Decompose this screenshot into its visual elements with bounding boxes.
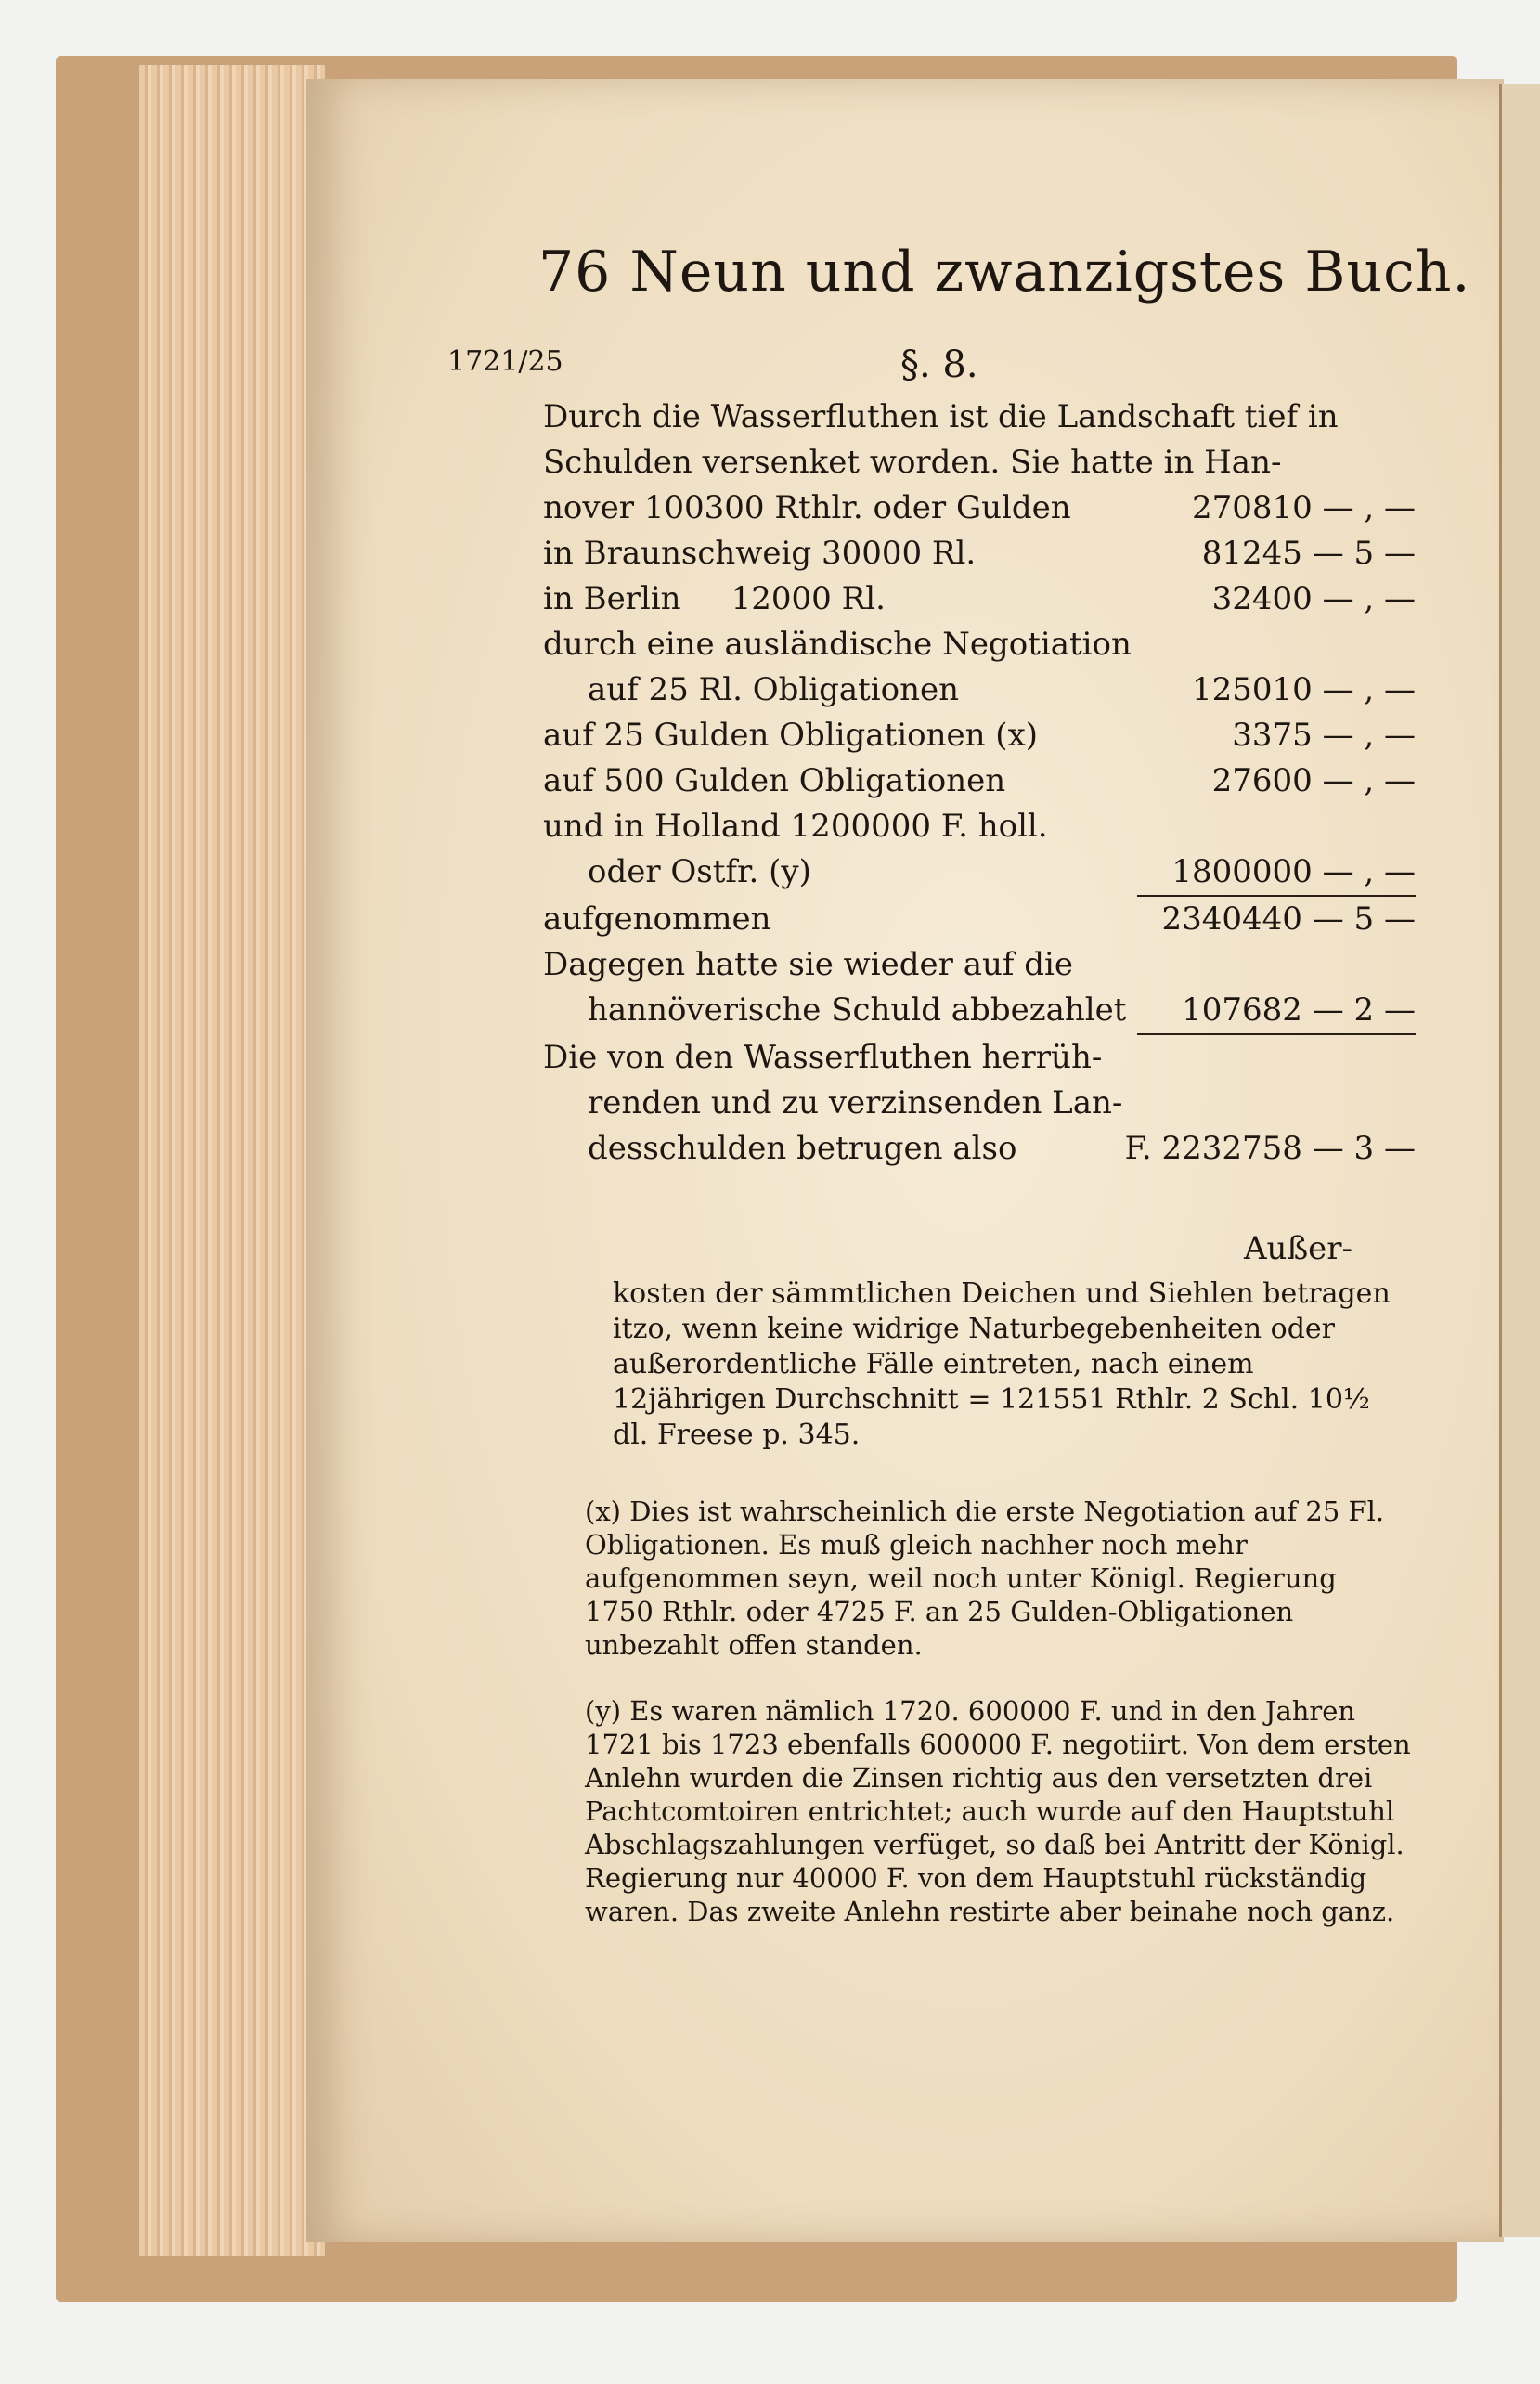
row-label: renden und zu verzinsenden Lan- bbox=[588, 1084, 1123, 1121]
ledger-row bbox=[543, 849, 1416, 897]
row-label: desschulden betrugen also bbox=[588, 1130, 1017, 1167]
intro-text: Durch die Wasserfluthen ist die Landschaft tief in Schulden versenket worden. Sie hatte in Han- bbox=[543, 398, 1339, 481]
row-label: aufgenommen bbox=[543, 900, 771, 938]
ledger-block bbox=[543, 395, 1416, 1172]
row-amount: 3375 — , — bbox=[1232, 717, 1416, 754]
row-amount: 107682 — 2 — bbox=[1137, 988, 1416, 1035]
ledger-row bbox=[543, 531, 1416, 577]
ledger-row bbox=[543, 667, 1416, 713]
ledger-row bbox=[543, 1035, 1416, 1081]
row-amount bbox=[1137, 622, 1416, 667]
row-amount: 81245 — 5 — bbox=[1201, 535, 1416, 572]
row-label: nover 100300 Rthlr. oder Gulden bbox=[543, 489, 1071, 526]
row-amount: F. 2232758 — 3 — bbox=[1124, 1130, 1416, 1167]
row-label: durch eine ausländische Negotiation bbox=[543, 626, 1132, 663]
row-amount: 32400 — , — bbox=[1211, 580, 1416, 617]
continuation-word: Außer- bbox=[1244, 1230, 1353, 1267]
row-amount bbox=[1137, 1035, 1416, 1081]
row-label: Die von den Wasserfluthen herrüh- bbox=[543, 1039, 1103, 1076]
row-amount: 125010 — , — bbox=[1191, 671, 1416, 708]
row-amount bbox=[1137, 942, 1416, 988]
row-amount bbox=[1137, 1081, 1416, 1126]
row-label: oder Ostfr. (y) bbox=[588, 853, 811, 890]
row-label: und in Holland 1200000 F. holl. bbox=[543, 808, 1048, 845]
page-header: 76 Neun und zwanzigstes Buch. bbox=[538, 240, 1471, 304]
row-label: auf 500 Gulden Obligationen bbox=[543, 762, 1006, 799]
row-label: auf 25 Gulden Obligationen (x) bbox=[543, 717, 1039, 754]
ledger-row bbox=[543, 942, 1416, 988]
ledger-row bbox=[543, 988, 1416, 1035]
ledger-row bbox=[543, 486, 1416, 531]
ledger-row bbox=[543, 577, 1416, 622]
body-paragraph: kosten der sämmtlichen Deichen und Siehlen betragen itzo, wenn keine widrige Naturbegebenheiten oder außerordentliche Fälle eintreten, nach einem 12jährigen Durchschnitt = 121551 Rthlr. 2 Schl. 10½ dl. Freese p. 345. bbox=[613, 1277, 1391, 1451]
ledger-row bbox=[543, 1081, 1416, 1126]
ledger-row bbox=[543, 713, 1416, 758]
row-label: hannöverische Schuld abbezahlet bbox=[588, 991, 1127, 1029]
row-label: auf 25 Rl. Obligationen bbox=[588, 671, 960, 708]
page-edges bbox=[139, 65, 325, 2256]
row-amount: 1800000 — , — bbox=[1137, 849, 1416, 897]
ledger-row bbox=[543, 1126, 1416, 1172]
section-number: §. 8. bbox=[900, 343, 978, 386]
ledger-row bbox=[543, 804, 1416, 849]
row-label: in Berlin 12000 Rl. bbox=[543, 580, 886, 617]
row-amount: 270810 — , — bbox=[1191, 489, 1416, 526]
ledger-row bbox=[543, 758, 1416, 804]
facing-page-edge bbox=[1499, 84, 1540, 2237]
row-amount bbox=[1137, 804, 1416, 849]
margin-year: 1721/25 bbox=[447, 345, 563, 378]
ledger-row bbox=[543, 622, 1416, 667]
row-label: in Braunschweig 30000 Rl. bbox=[543, 535, 977, 572]
footnote-x: (x) Dies ist wahrscheinlich die erste Negotiation auf 25 Fl. Obligationen. Es muß gleich nachher noch mehr aufgenommen seyn, weil noch unter Königl. Regierung 1750 Rthlr. oder 4725 F. an 25 Gulden-Obligationen unbezahlt offen standen. bbox=[585, 1496, 1385, 1661]
ledger-row bbox=[543, 897, 1416, 942]
row-label: Dagegen hatte sie wieder auf die bbox=[543, 946, 1074, 983]
row-amount: 2340440 — 5 — bbox=[1161, 900, 1416, 938]
footnote-y: (y) Es waren nämlich 1720. 600000 F. und in den Jahren 1721 bis 1723 ebenfalls 600000 F. negotiirt. Von dem ersten Anlehn wurden die Zinsen richtig aus den versetzten drei Pachtcomtoiren entrichtet; auch wurde auf den Hauptstuhl Abschlagszahlungen verfüget, so daß bei Antritt der Königl. Regierung nur 40000 F. von dem Hauptstuhl rückständig waren. Das zweite Anlehn restirte aber beinahe noch ganz. bbox=[585, 1695, 1411, 1927]
row-amount: 27600 — , — bbox=[1211, 762, 1416, 799]
